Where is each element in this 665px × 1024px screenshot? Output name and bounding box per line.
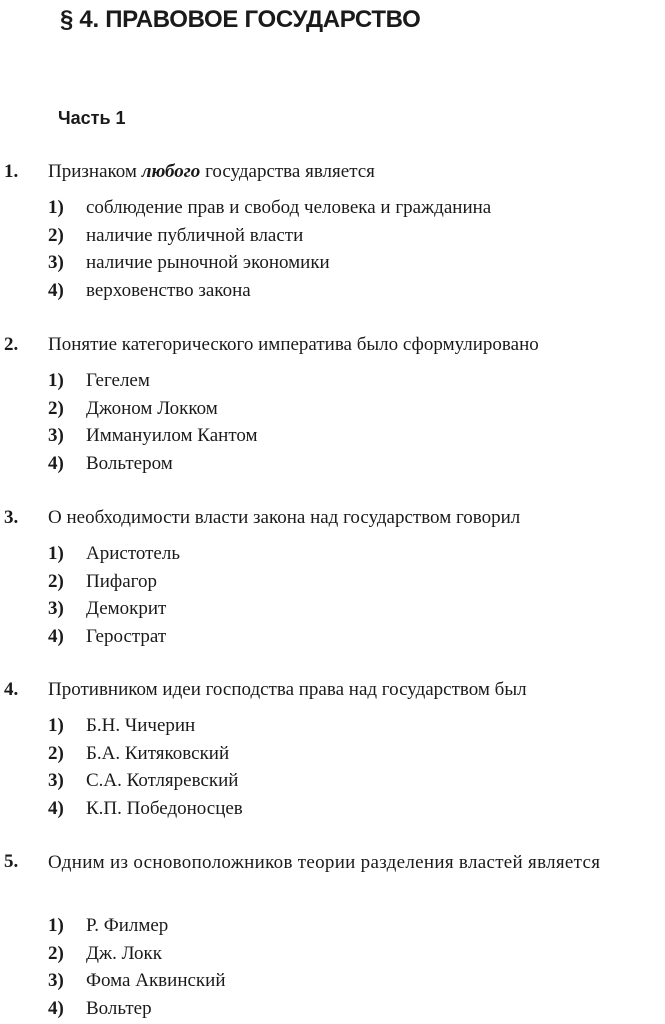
answer-options <box>0 912 665 1023</box>
option-text: Б.А. Китяковский <box>86 742 230 764</box>
answer-option <box>0 277 665 305</box>
question-text: Одним из основоположников теории разделения властей является <box>48 852 601 873</box>
answer-option <box>0 568 665 596</box>
section-title: § 4. ПРАВОВОЕ ГОСУДАРСТВО <box>60 6 421 33</box>
option-text: Аристотель <box>86 543 181 564</box>
answer-option <box>0 712 665 740</box>
question-number: 4. <box>4 679 19 700</box>
answer-options <box>0 367 665 478</box>
question-5 <box>0 848 665 1023</box>
option-text: С.А. Котляревский <box>86 770 239 792</box>
option-text: Б.Н. Чичерин <box>86 715 196 736</box>
answer-option <box>0 422 665 450</box>
question-line <box>0 331 665 359</box>
option-number: 4) <box>48 998 64 1020</box>
question-3 <box>0 504 665 651</box>
answer-option <box>0 595 665 623</box>
question-text: Понятие категорического императива было сформулировано <box>48 334 539 355</box>
option-text: Дж. Локк <box>86 942 162 964</box>
option-text: Пифагор <box>86 570 157 592</box>
option-number: 2) <box>48 397 64 419</box>
answer-options <box>0 712 665 823</box>
answer-option <box>0 249 665 277</box>
answer-option <box>0 395 665 423</box>
question-number: 3. <box>4 507 19 528</box>
option-number: 1) <box>48 915 64 936</box>
answer-option <box>0 995 665 1023</box>
question-number: 2. <box>4 334 19 355</box>
option-text: Вольтер <box>86 998 152 1020</box>
option-text: Демокрит <box>86 598 167 620</box>
question-text <box>48 158 375 186</box>
option-number: 2) <box>48 742 64 764</box>
option-number: 3) <box>48 252 64 274</box>
option-text: Иммануилом Кантом <box>86 425 258 447</box>
question-1 <box>0 158 665 305</box>
question-number: 1. <box>4 161 19 182</box>
option-text: Фома Аквинский <box>86 970 226 992</box>
question-4 <box>0 676 665 823</box>
option-text: Гегелем <box>86 370 150 391</box>
question-text: Противником идеи господства права над государством был <box>48 679 527 700</box>
option-number: 3) <box>48 770 64 792</box>
question-2 <box>0 331 665 478</box>
option-text: наличие рыночной экономики <box>86 252 330 274</box>
option-text: соблюдение прав и свобод человека и гражданина <box>86 197 492 218</box>
question-text-end: государства является <box>200 161 375 182</box>
option-text: К.П. Победоносцев <box>86 798 243 820</box>
question-line <box>0 504 665 532</box>
answer-option <box>0 540 665 568</box>
option-text: наличие публичной власти <box>86 224 304 246</box>
option-number: 4) <box>48 453 64 475</box>
option-text: Вольтером <box>86 453 173 475</box>
option-text: Герострат <box>86 626 167 648</box>
question-line <box>0 848 665 906</box>
question-line <box>0 676 665 704</box>
answer-option <box>0 222 665 250</box>
option-number: 1) <box>48 543 64 564</box>
option-number: 1) <box>48 715 64 736</box>
answer-option <box>0 940 665 968</box>
answer-option <box>0 194 665 222</box>
question-number: 5. <box>4 851 19 872</box>
answer-option <box>0 367 665 395</box>
answer-option <box>0 795 665 823</box>
answer-options <box>0 194 665 305</box>
answer-options <box>0 540 665 651</box>
option-number: 1) <box>48 197 64 218</box>
option-number: 2) <box>48 224 64 246</box>
option-number: 4) <box>48 798 64 820</box>
option-number: 2) <box>48 942 64 964</box>
answer-option <box>0 912 665 940</box>
option-number: 3) <box>48 425 64 447</box>
part-heading: Часть 1 <box>58 108 126 128</box>
answer-option <box>0 450 665 478</box>
question-text-start: Признаком <box>48 161 142 182</box>
option-text: верховенство закона <box>86 280 251 302</box>
answer-option <box>0 740 665 768</box>
question-text-emphasis: любого <box>141 161 201 182</box>
option-number: 4) <box>48 626 64 648</box>
option-number: 2) <box>48 570 64 592</box>
answer-option <box>0 767 665 795</box>
question-line <box>0 158 665 186</box>
option-text: Джоном Локком <box>86 397 218 419</box>
answer-option <box>0 967 665 995</box>
answer-option <box>0 623 665 651</box>
option-text: Р. Филмер <box>86 915 169 936</box>
option-number: 3) <box>48 970 64 992</box>
option-number: 4) <box>48 280 64 302</box>
question-text: О необходимости власти закона над государством говорил <box>48 507 521 528</box>
option-number: 1) <box>48 370 64 391</box>
option-number: 3) <box>48 598 64 620</box>
